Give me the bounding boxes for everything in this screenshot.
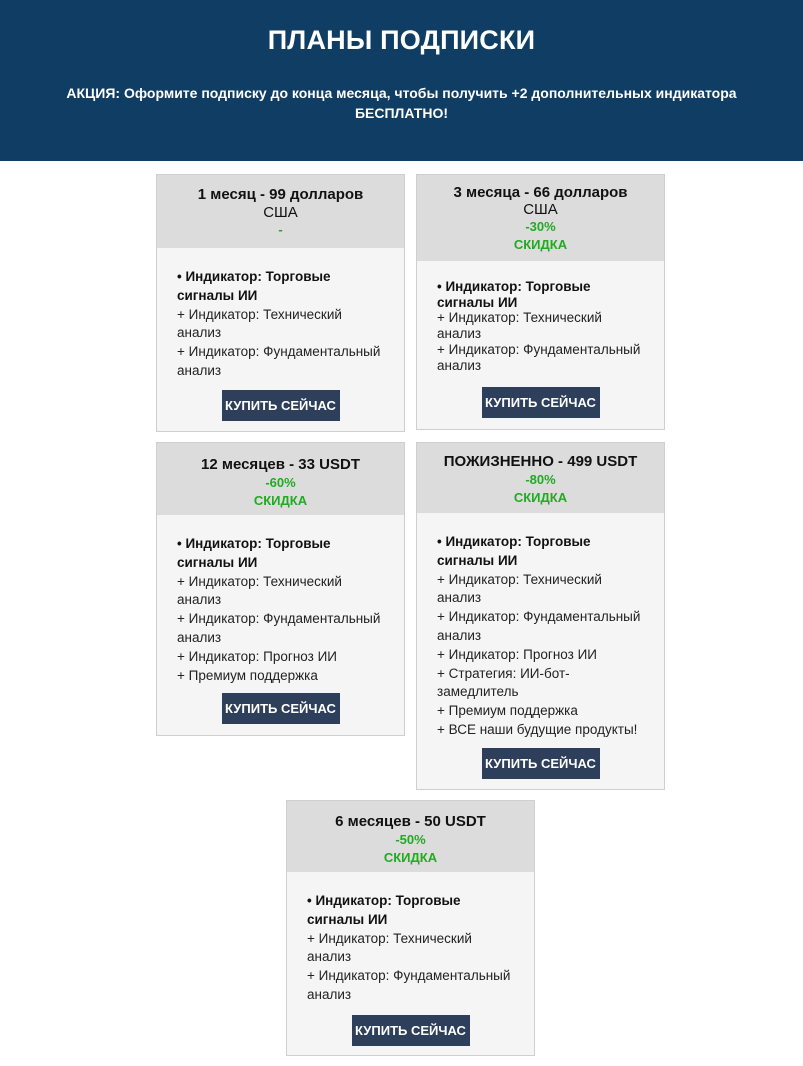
feature-item: + Премиум поддержка xyxy=(177,667,318,683)
page-title: ПЛАНЫ ПОДПИСКИ xyxy=(267,25,536,55)
feature-item: + Индикатор: Фундаментальный анализ xyxy=(177,344,381,378)
discount-percent: -80% xyxy=(525,472,556,487)
feature-list xyxy=(417,513,664,740)
discount-percent: - xyxy=(278,222,283,237)
plan-title: 6 месяцев - 50 USDT xyxy=(335,813,486,830)
discount-label: СКИДКА xyxy=(253,493,308,508)
plan-card-3-months xyxy=(416,174,665,430)
header-banner xyxy=(0,0,803,161)
plan-title: 12 месяцев - 33 USDT xyxy=(201,456,360,473)
feature-item: + Индикатор: Технический анализ xyxy=(437,310,602,341)
feature-item: + Индикатор: Фундаментальный анализ xyxy=(437,609,641,643)
feature-item: + Индикатор: Фундаментальный анализ xyxy=(437,342,641,373)
plan-header xyxy=(417,443,664,513)
plan-title: ПОЖИЗНЕННО - 499 USDT xyxy=(443,453,638,470)
discount-percent: -60% xyxy=(265,475,296,490)
feature-item: • Индикатор: Торговые сигналы ИИ xyxy=(437,279,591,310)
plan-card-12-months xyxy=(156,442,405,736)
discount-percent: -50% xyxy=(395,832,426,847)
feature-item: + Индикатор: Технический анализ xyxy=(177,573,342,608)
feature-item: + Индикатор: Фундаментальный анализ xyxy=(307,968,511,1002)
feature-list xyxy=(417,261,664,374)
plan-header xyxy=(417,175,664,261)
plan-title: 1 месяц - 99 долларов xyxy=(197,186,364,203)
feature-item: + Индикатор: Прогноз ИИ xyxy=(437,646,597,662)
buy-now-button[interactable]: КУПИТЬ СЕЙЧАС xyxy=(482,387,600,418)
promo-text: АКЦИЯ: Оформите подписку до конца месяца, чтобы получить +2 дополнительных индикатора БЕСПЛАТНО! xyxy=(66,85,737,121)
plan-title-line2: США xyxy=(523,201,558,218)
feature-item: • Индикатор: Торговые сигналы ИИ xyxy=(307,893,461,927)
discount-label: СКИДКА xyxy=(513,237,568,252)
buy-now-button[interactable]: КУПИТЬ СЕЙЧАС xyxy=(222,390,340,421)
plan-title-line2: США xyxy=(263,204,298,221)
feature-list xyxy=(287,872,534,1005)
plan-card-lifetime xyxy=(416,442,665,790)
feature-list xyxy=(157,248,404,381)
feature-item: + Индикатор: Технический анализ xyxy=(437,571,602,606)
feature-item: • Индикатор: Торговые сигналы ИИ xyxy=(177,536,331,570)
feature-item: + Стратегия: ИИ-бот-замедлитель xyxy=(437,665,570,700)
feature-list xyxy=(157,515,404,685)
feature-item: + Индикатор: Технический анализ xyxy=(307,930,472,965)
feature-item: + Индикатор: Фундаментальный анализ xyxy=(177,611,381,645)
plan-card-1-month xyxy=(156,174,405,432)
discount-label: СКИДКА xyxy=(383,850,438,865)
feature-item: + Премиум поддержка xyxy=(437,703,578,719)
plan-title: 3 месяца - 66 долларов xyxy=(453,184,628,201)
feature-item: + Индикатор: Технический анализ xyxy=(177,306,342,341)
plan-header xyxy=(287,801,534,872)
buy-now-button[interactable]: КУПИТЬ СЕЙЧАС xyxy=(352,1015,470,1046)
feature-item: + Индикатор: Прогноз ИИ xyxy=(177,648,337,664)
plan-header xyxy=(157,443,404,515)
discount-percent: -30% xyxy=(525,219,556,234)
feature-item: • Индикатор: Торговые сигналы ИИ xyxy=(437,534,591,568)
feature-item: + ВСЕ наши будущие продукты! xyxy=(437,721,638,737)
discount-label: СКИДКА xyxy=(513,490,568,505)
buy-now-button[interactable]: КУПИТЬ СЕЙЧАС xyxy=(482,748,600,779)
feature-item: • Индикатор: Торговые сигналы ИИ xyxy=(177,269,331,303)
plan-header xyxy=(157,175,404,248)
buy-now-button[interactable]: КУПИТЬ СЕЙЧАС xyxy=(222,693,340,724)
plan-card-6-months xyxy=(286,800,535,1056)
